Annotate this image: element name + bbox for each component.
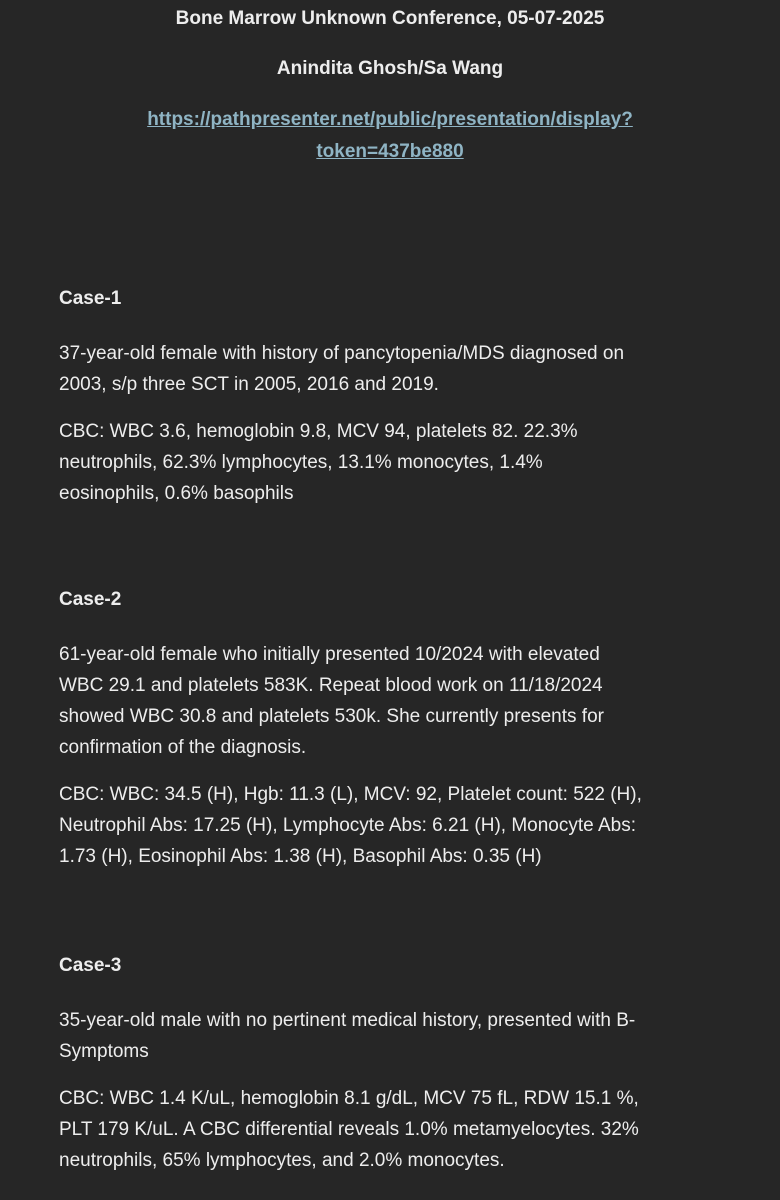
text-line: PLT 179 K/uL. A CBC differential reveals 1.0% metamyelocytes. 32% — [59, 1119, 639, 1140]
link-line-2[interactable]: token=437be880 — [316, 141, 464, 162]
presentation-link[interactable] — [0, 104, 780, 168]
case-cbc — [59, 416, 739, 509]
text-line: 37-year-old female with history of pancytopenia/MDS diagnosed on — [59, 343, 625, 364]
text-line: 1.73 (H), Eosinophil Abs: 1.38 (H), Basophil Abs: 0.35 (H) — [59, 846, 542, 867]
conference-title: Bone Marrow Unknown Conference, 05-07-2025 — [175, 8, 605, 29]
case-title: Case-2 — [59, 589, 122, 610]
case-title: Case-1 — [59, 288, 122, 309]
text-line: WBC 29.1 and platelets 583K. Repeat blood work on 11/18/2024 — [59, 675, 603, 696]
case-history — [59, 1005, 739, 1067]
text-line: 35-year-old male with no pertinent medical history, presented with B- — [59, 1010, 636, 1031]
case-2 — [59, 587, 739, 872]
text-line: Symptoms — [59, 1041, 149, 1062]
text-line: CBC: WBC 1.4 K/uL, hemoglobin 8.1 g/dL, MCV 75 fL, RDW 15.1 %, — [59, 1088, 639, 1109]
case-history — [59, 639, 739, 763]
presenters: Anindita Ghosh/Sa Wang — [276, 58, 504, 79]
text-line: CBC: WBC 3.6, hemoglobin 9.8, MCV 94, platelets 82. 22.3% — [59, 421, 578, 442]
link-line-1[interactable]: https://pathpresenter.net/public/presentation/display? — [147, 109, 633, 130]
text-line: Neutrophil Abs: 17.25 (H), Lymphocyte Abs: 6.21 (H), Monocyte Abs: — [59, 815, 636, 836]
case-history — [59, 338, 739, 400]
case-cbc — [59, 1083, 739, 1176]
case-1 — [59, 286, 739, 509]
text-line: showed WBC 30.8 and platelets 530k. She currently presents for — [59, 706, 604, 727]
case-3 — [59, 953, 739, 1176]
text-line: CBC: WBC: 34.5 (H), Hgb: 11.3 (L), MCV: 92, Platelet count: 522 (H), — [59, 784, 642, 805]
text-line: neutrophils, 65% lymphocytes, and 2.0% monocytes. — [59, 1150, 505, 1171]
case-title: Case-3 — [59, 955, 122, 976]
text-line: eosinophils, 0.6% basophils — [59, 483, 294, 504]
text-line: 2003, s/p three SCT in 2005, 2016 and 2019. — [59, 374, 439, 395]
text-line: 61-year-old female who initially presented 10/2024 with elevated — [59, 644, 600, 665]
case-cbc — [59, 779, 739, 872]
text-line: confirmation of the diagnosis. — [59, 737, 307, 758]
text-line: neutrophils, 62.3% lymphocytes, 13.1% monocytes, 1.4% — [59, 452, 543, 473]
